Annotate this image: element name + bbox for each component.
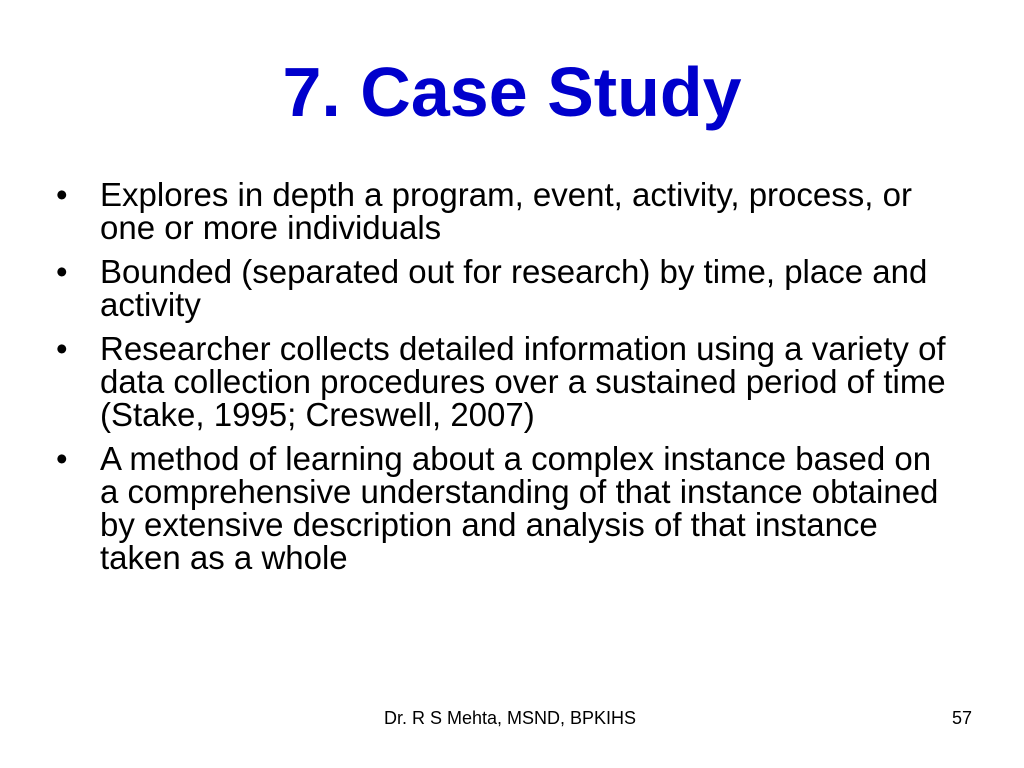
bullet-item xyxy=(56,255,956,321)
bullet-icon: • xyxy=(56,330,68,367)
bullet-item xyxy=(56,332,956,431)
bullet-text: Explores in depth a program, event, activity, process, or one or more individuals xyxy=(100,176,912,246)
bullet-text: Researcher collects detailed information using a variety of data collection procedures over a sustained period of time (Stake, 1995; Creswell, 2007) xyxy=(100,330,946,433)
bullet-icon: • xyxy=(56,253,68,290)
bullet-icon: • xyxy=(56,440,68,477)
page-number: 57 xyxy=(951,708,972,728)
bullet-item xyxy=(56,442,956,574)
bullet-text: A method of learning about a complex instance based on a comprehensive understanding of that instance obtained by extensive description and analysis of that instance taken as a whole xyxy=(100,440,939,576)
footer-author: Dr. R S Mehta, MSND, BPKIHS xyxy=(383,708,637,728)
bullet-icon: • xyxy=(56,176,68,213)
bullet-list xyxy=(56,178,956,585)
bullet-text: Bounded (separated out for research) by time, place and activity xyxy=(100,253,928,323)
bullet-item xyxy=(56,178,956,244)
slide-title: 7. Case Study xyxy=(282,53,742,131)
